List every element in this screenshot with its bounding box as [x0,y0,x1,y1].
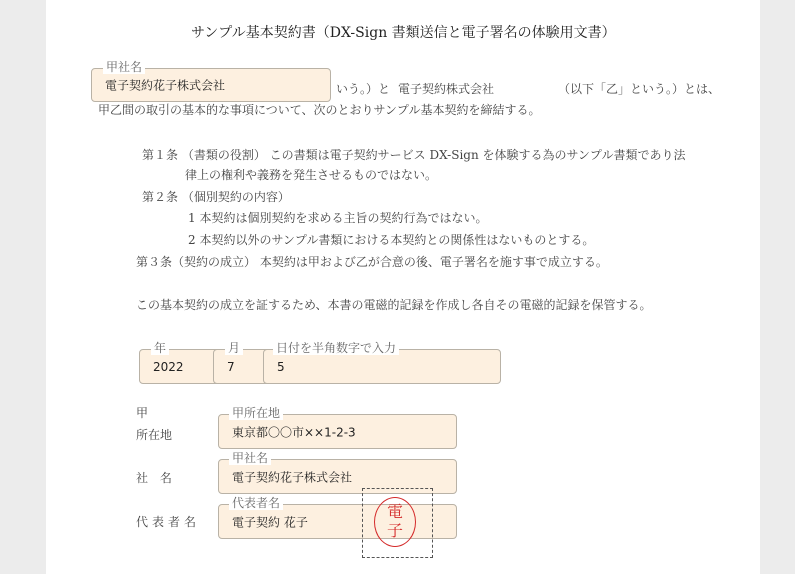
company-name-value-top: 電子契約花子株式会社 [105,78,226,93]
seal-stamp-text: 電 子 [386,502,403,540]
address-legend: 甲所在地 [229,406,283,420]
intro-party-b: 電子契約株式会社 [398,82,495,96]
article-1-line-2: 律上の権利や義務を発生させるものではない。 [185,168,438,182]
article-2-item-1: 1 本契約は個別契約を求める主旨の契約行為ではない。 [188,211,488,225]
document-title: サンプル基本契約書（DX-Sign 書類送信と電子署名の体験用文書） [191,25,616,41]
address-row-label: 所在地 [136,428,173,442]
article-2-heading: 第２条 （個別契約の内容） [142,190,290,204]
representative-value: 電子契約 花子 [232,515,308,529]
representative-row-label: 代表者名 [136,515,201,529]
intro-text-part2: （以下「乙」という。）とは、 [558,82,721,96]
company-name-value: 電子契約花子株式会社 [232,470,353,484]
year-legend: 年 [151,341,169,355]
article-3: 第３条（契約の成立） 本契約は甲および乙が合意の後、電子署名を施す事で成立する。 [136,255,608,269]
representative-legend: 代表者名 [229,496,283,510]
day-value: 5 [277,359,285,374]
closing-statement: この基本契約の成立を証するため、本書の電磁的記録を作成し各自その電磁的記録を保管する。 [136,298,652,312]
article-1-line-1: 第１条 （書類の役割） この書類は電子契約サービス DX-Sign を体験する為のサンプル書類であり法 [142,148,686,162]
day-legend: 日付を半角数字で入力 [273,341,399,355]
intro-line-2: 甲乙間の取引の基本的な事項について、次のとおりサンプル基本契約を締結する。 [98,103,541,117]
intro-text-part1: いう。）と [336,82,391,96]
month-legend: 月 [225,341,243,355]
address-value: 東京都〇〇市××1-2-3 [232,425,356,439]
seal-stamp [374,497,416,547]
month-value: 7 [227,359,235,374]
company-name-legend-top: 甲社名 [103,60,145,74]
article-2-item-2: 2 本契約以外のサンプル書類における本契約との関係性はないものとする。 [188,233,595,247]
year-value: 2022 [153,359,184,374]
party-a-label: 甲 [136,406,149,420]
company-row-label: 社 名 [136,471,176,485]
company-name-legend: 甲社名 [229,451,271,465]
